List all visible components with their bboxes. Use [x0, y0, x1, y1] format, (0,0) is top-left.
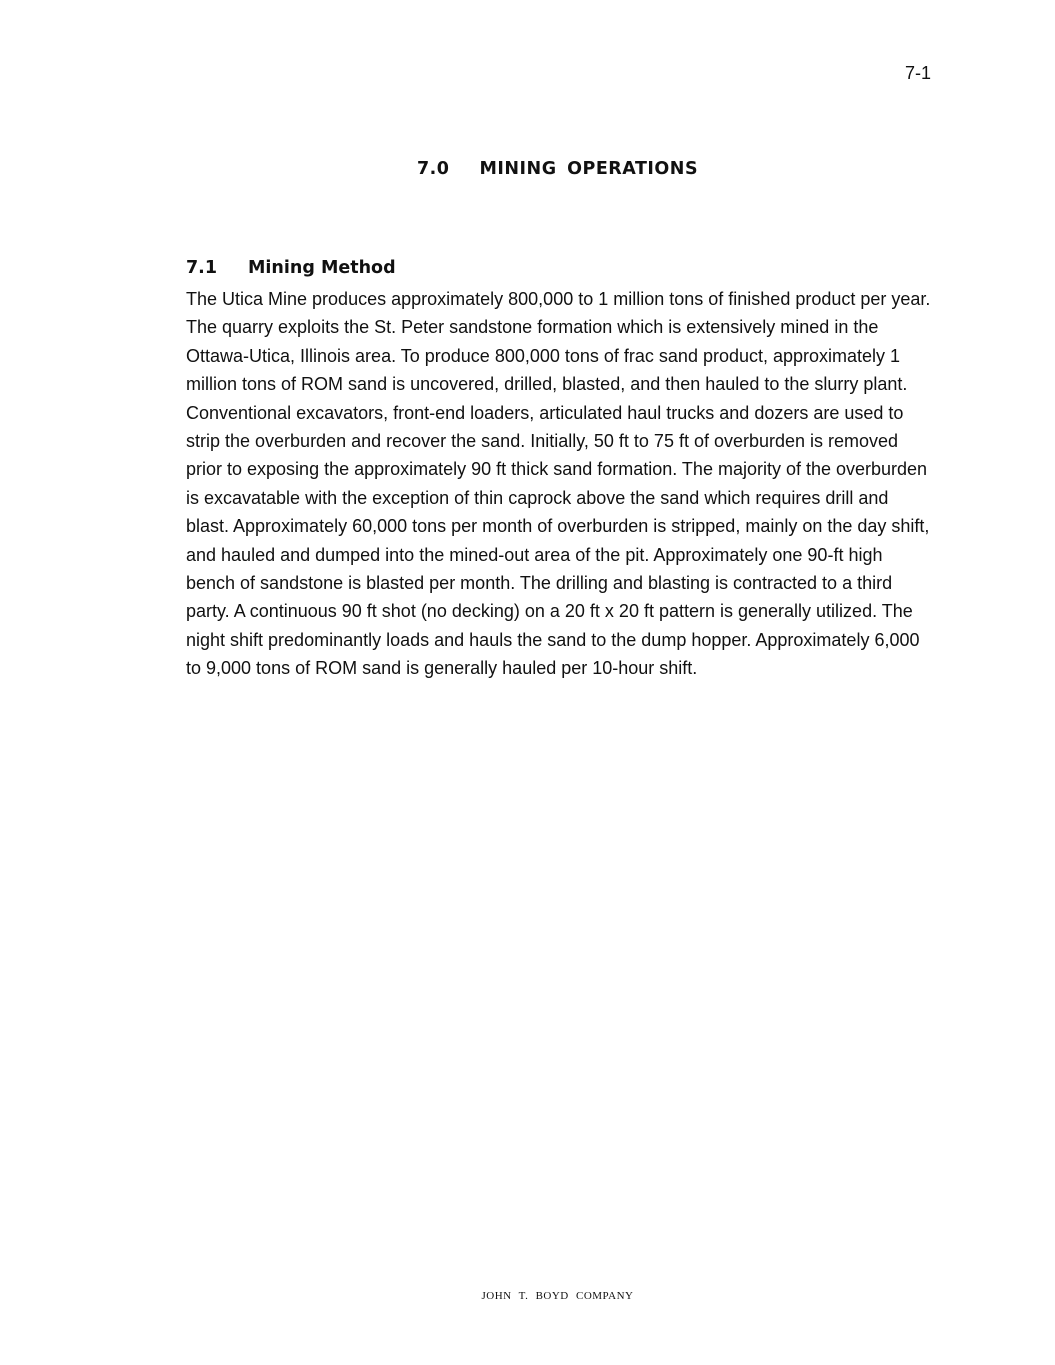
page-number: 7-1 — [904, 63, 931, 83]
footer-company: JOHN T. BOYD COMPANY — [481, 1290, 634, 1302]
chapter-title — [0, 158, 1055, 180]
chapter-title-text: MINING OPERATIONS — [479, 159, 699, 179]
chapter-number: 7.0 — [416, 159, 450, 179]
section-title: Mining Method — [248, 258, 396, 278]
section-number: 7.1 — [186, 258, 218, 278]
section-heading — [186, 257, 396, 279]
body-paragraph: The Utica Mine produces approximately 800,000 to 1 million tons of finished product per year. The quarry exploits the St. Peter sandstone formation which is extensively mined in the Ottawa-Utica, Illinois area. To produce 800,000 tons of frac sand product, approximately 1 million tons of ROM sand is uncovered, drilled, blasted, and then hauled to the slurry plant. Conventional excavators, front-end loaders, articulated haul trucks and dozers are used to strip the overburden and recover the sand. Initially, 50 ft to 75 ft of overburden is removed prior to exposing the approximately 90 ft thick sand formation. The majority of the overburden is excavatable with the exception of thin caprock above the sand which requires drill and blast. Approximately 60,000 tons per month of overburden is stripped, mainly on the day shift, and hauled and dumped into the mined-out area of the pit. Approximately one 90-ft high bench of sandstone is blasted per month. The drilling and blasting is contracted to a third party. A continuous 90 ft shot (no decking) on a 20 ft x 20 ft pattern is generally utilized. The night shift predominantly loads and hauls the sand to the dump hopper. Approximately 6,000 to 9,000 tons of ROM sand is generally hauled per 10-hour shift. — [186, 289, 931, 679]
